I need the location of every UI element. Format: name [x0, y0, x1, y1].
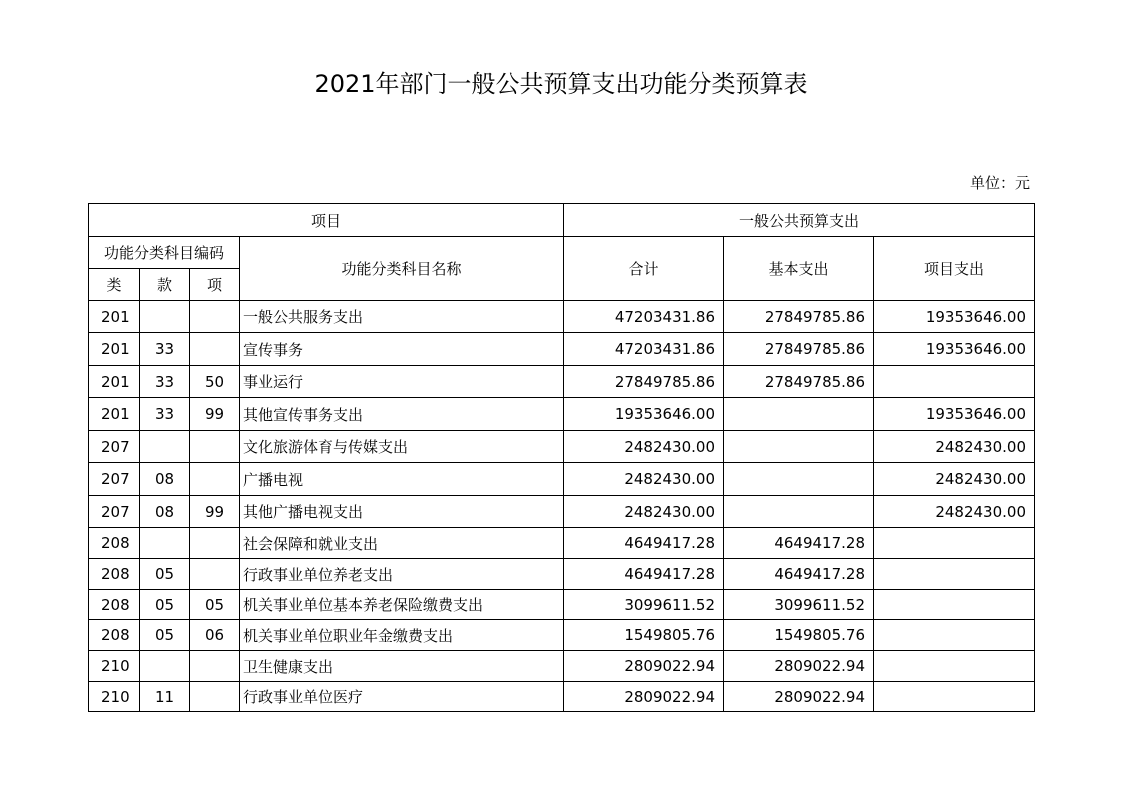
cell-kuan — [140, 651, 190, 682]
cell-kuan: 08 — [140, 463, 190, 496]
cell-name: 文化旅游体育与传媒支出 — [240, 431, 564, 463]
cell-name: 宣传事务 — [240, 333, 564, 366]
header-row-1 — [89, 204, 1035, 237]
cell-project — [874, 528, 1035, 559]
cell-lei: 210 — [89, 651, 140, 682]
cell-name: 行政事业单位养老支出 — [240, 559, 564, 590]
table-row — [89, 431, 1035, 463]
header-xiang: 项 — [190, 269, 240, 301]
header-total: 合计 — [564, 237, 724, 301]
cell-total: 4649417.28 — [564, 528, 724, 559]
budget-table — [88, 203, 1035, 712]
cell-basic: 3099611.52 — [724, 590, 874, 620]
cell-project — [874, 682, 1035, 712]
cell-name: 一般公共服务支出 — [240, 301, 564, 333]
cell-basic — [724, 431, 874, 463]
cell-xiang — [190, 463, 240, 496]
cell-project — [874, 590, 1035, 620]
header-project: 项目支出 — [874, 237, 1035, 301]
cell-total: 2482430.00 — [564, 496, 724, 528]
cell-lei: 201 — [89, 366, 140, 398]
table-row — [89, 496, 1035, 528]
cell-total: 1549805.76 — [564, 620, 724, 651]
cell-kuan — [140, 301, 190, 333]
cell-kuan: 11 — [140, 682, 190, 712]
cell-project: 2482430.00 — [874, 463, 1035, 496]
cell-kuan — [140, 431, 190, 463]
table-row — [89, 682, 1035, 712]
cell-name: 其他广播电视支出 — [240, 496, 564, 528]
table-row — [89, 559, 1035, 590]
cell-kuan: 05 — [140, 620, 190, 651]
cell-xiang: 50 — [190, 366, 240, 398]
cell-name: 卫生健康支出 — [240, 651, 564, 682]
cell-kuan: 33 — [140, 366, 190, 398]
cell-kuan — [140, 528, 190, 559]
cell-project — [874, 366, 1035, 398]
cell-lei: 207 — [89, 463, 140, 496]
cell-total: 47203431.86 — [564, 333, 724, 366]
cell-xiang: 06 — [190, 620, 240, 651]
cell-basic: 27849785.86 — [724, 333, 874, 366]
table-row — [89, 398, 1035, 431]
cell-basic — [724, 463, 874, 496]
header-lei: 类 — [89, 269, 140, 301]
table-row — [89, 333, 1035, 366]
cell-basic: 4649417.28 — [724, 559, 874, 590]
cell-name: 其他宣传事务支出 — [240, 398, 564, 431]
table-row — [89, 651, 1035, 682]
cell-kuan: 05 — [140, 590, 190, 620]
cell-project: 2482430.00 — [874, 496, 1035, 528]
cell-total: 2482430.00 — [564, 431, 724, 463]
cell-xiang — [190, 431, 240, 463]
cell-kuan: 08 — [140, 496, 190, 528]
cell-xiang — [190, 559, 240, 590]
cell-basic: 27849785.86 — [724, 366, 874, 398]
header-basic: 基本支出 — [724, 237, 874, 301]
header-code-group: 功能分类科目编码 — [89, 237, 240, 269]
cell-basic: 2809022.94 — [724, 682, 874, 712]
cell-lei: 201 — [89, 301, 140, 333]
cell-total: 19353646.00 — [564, 398, 724, 431]
cell-project — [874, 559, 1035, 590]
cell-basic: 27849785.86 — [724, 301, 874, 333]
cell-name: 机关事业单位职业年金缴费支出 — [240, 620, 564, 651]
header-name: 功能分类科目名称 — [240, 237, 564, 301]
cell-lei: 208 — [89, 559, 140, 590]
cell-lei: 207 — [89, 496, 140, 528]
cell-total: 2809022.94 — [564, 651, 724, 682]
cell-name: 社会保障和就业支出 — [240, 528, 564, 559]
cell-project: 2482430.00 — [874, 431, 1035, 463]
cell-lei: 207 — [89, 431, 140, 463]
cell-basic: 4649417.28 — [724, 528, 874, 559]
cell-lei: 208 — [89, 620, 140, 651]
cell-project: 19353646.00 — [874, 301, 1035, 333]
cell-xiang — [190, 682, 240, 712]
cell-lei: 208 — [89, 590, 140, 620]
header-general-budget: 一般公共预算支出 — [564, 204, 1035, 237]
cell-xiang — [190, 301, 240, 333]
cell-project — [874, 620, 1035, 651]
cell-total: 4649417.28 — [564, 559, 724, 590]
unit-label: 单位：元 — [969, 174, 1030, 192]
cell-project — [874, 651, 1035, 682]
cell-total: 47203431.86 — [564, 301, 724, 333]
table-row — [89, 463, 1035, 496]
cell-project: 19353646.00 — [874, 398, 1035, 431]
cell-xiang — [190, 651, 240, 682]
cell-name: 机关事业单位基本养老保险缴费支出 — [240, 590, 564, 620]
cell-xiang: 99 — [190, 496, 240, 528]
cell-total: 2482430.00 — [564, 463, 724, 496]
table-row — [89, 620, 1035, 651]
header-kuan: 款 — [140, 269, 190, 301]
table-row — [89, 590, 1035, 620]
cell-total: 2809022.94 — [564, 682, 724, 712]
cell-xiang: 99 — [190, 398, 240, 431]
cell-lei: 208 — [89, 528, 140, 559]
cell-lei: 201 — [89, 333, 140, 366]
table-row — [89, 301, 1035, 333]
cell-xiang — [190, 528, 240, 559]
cell-total: 27849785.86 — [564, 366, 724, 398]
cell-name: 行政事业单位医疗 — [240, 682, 564, 712]
header-item: 项目 — [89, 204, 564, 237]
table-row — [89, 528, 1035, 559]
table-body — [89, 301, 1035, 712]
cell-project: 19353646.00 — [874, 333, 1035, 366]
cell-xiang: 05 — [190, 590, 240, 620]
cell-basic — [724, 496, 874, 528]
cell-lei: 201 — [89, 398, 140, 431]
cell-lei: 210 — [89, 682, 140, 712]
cell-name: 事业运行 — [240, 366, 564, 398]
cell-basic: 1549805.76 — [724, 620, 874, 651]
cell-basic: 2809022.94 — [724, 651, 874, 682]
cell-kuan: 33 — [140, 398, 190, 431]
cell-total: 3099611.52 — [564, 590, 724, 620]
cell-kuan: 05 — [140, 559, 190, 590]
cell-name: 广播电视 — [240, 463, 564, 496]
cell-xiang — [190, 333, 240, 366]
cell-basic — [724, 398, 874, 431]
page-title: 2021年部门一般公共预算支出功能分类预算表 — [314, 70, 808, 98]
table-row — [89, 366, 1035, 398]
cell-kuan: 33 — [140, 333, 190, 366]
header-row-2 — [89, 237, 1035, 269]
